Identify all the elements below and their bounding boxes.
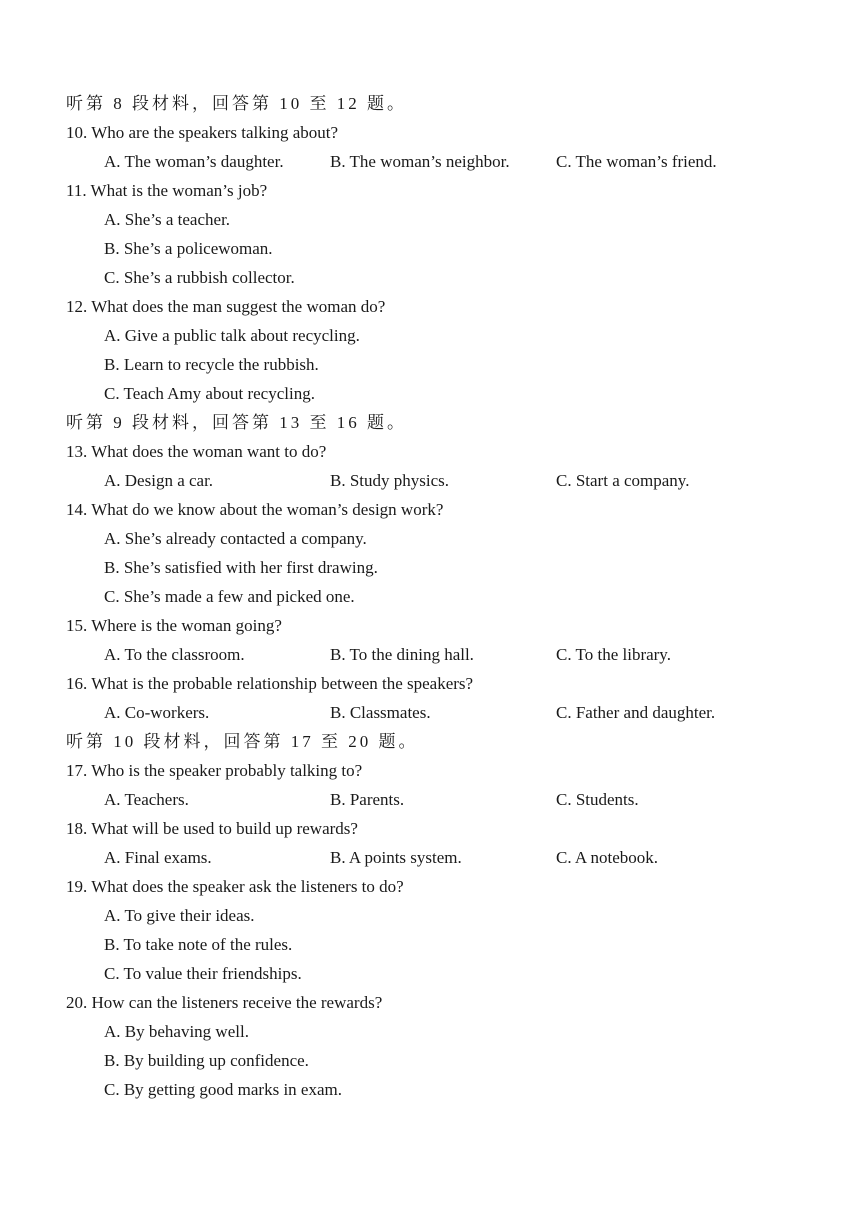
answer-option: A. Final exams. (104, 848, 212, 867)
option-row (66, 785, 826, 814)
answer-option: C. A notebook. (556, 848, 659, 867)
answer-option: A. Co-workers. (104, 703, 210, 722)
answer-option: B. She’s a policewoman. (104, 239, 273, 258)
answer-option: C. Father and daughter. (556, 703, 716, 722)
option-row (66, 843, 826, 872)
section-heading: 听第 10 段材料，回答第 17 至 20 题。 (66, 732, 419, 751)
answer-option: B. The woman’s neighbor. (330, 152, 510, 171)
answer-option: C. To value their friendships. (104, 964, 302, 983)
answer-option: B. Study physics. (330, 471, 450, 490)
answer-option: A. To the classroom. (104, 645, 245, 664)
answer-option: C. By getting good marks in exam. (104, 1080, 342, 1099)
question-text: 13. What does the woman want to do? (66, 442, 327, 461)
question-text: 18. What will be used to build up rewards? (66, 819, 358, 838)
listening-questions (66, 89, 826, 1104)
answer-option: B. To the dining hall. (330, 645, 474, 664)
answer-option: A. Design a car. (104, 471, 214, 490)
answer-option: C. She’s a rubbish collector. (104, 268, 295, 287)
option-row (66, 640, 826, 669)
question-text: 14. What do we know about the woman’s design work? (66, 500, 444, 519)
answer-option: A. She’s already contacted a company. (104, 529, 367, 548)
answer-option: C. The woman’s friend. (556, 152, 717, 171)
question-text: 10. Who are the speakers talking about? (66, 123, 339, 142)
option-row (66, 698, 826, 727)
section-heading: 听第 9 段材料，回答第 13 至 16 题。 (66, 413, 407, 432)
answer-option: A. The woman’s daughter. (104, 152, 284, 171)
section-heading: 听第 8 段材料，回答第 10 至 12 题。 (66, 94, 407, 113)
option-row (66, 466, 826, 495)
answer-option: A. To give their ideas. (104, 906, 255, 925)
answer-option: B. By building up confidence. (104, 1051, 309, 1070)
option-row (66, 147, 826, 176)
answer-option: B. Learn to recycle the rubbish. (104, 355, 319, 374)
answer-option: B. A points system. (330, 848, 462, 867)
question-text: 11. What is the woman’s job? (66, 181, 268, 200)
answer-option: C. Start a company. (556, 471, 690, 490)
answer-option: B. Parents. (330, 790, 405, 809)
answer-option: C. She’s made a few and picked one. (104, 587, 355, 606)
answer-option: A. She’s a teacher. (104, 210, 231, 229)
question-text: 16. What is the probable relationship between the speakers? (66, 674, 474, 693)
question-text: 17. Who is the speaker probably talking to? (66, 761, 363, 780)
answer-option: A. Give a public talk about recycling. (104, 326, 360, 345)
answer-option: C. Students. (556, 790, 639, 809)
question-text: 19. What does the speaker ask the listeners to do? (66, 877, 404, 896)
answer-option: B. She’s satisfied with her first drawing. (104, 558, 378, 577)
answer-option: A. Teachers. (104, 790, 189, 809)
answer-option: B. Classmates. (330, 703, 431, 722)
question-text: 20. How can the listeners receive the rewards? (66, 993, 383, 1012)
question-text: 12. What does the man suggest the woman do? (66, 297, 386, 316)
answer-option: C. Teach Amy about recycling. (104, 384, 315, 403)
answer-option: C. To the library. (556, 645, 671, 664)
question-text: 15. Where is the woman going? (66, 616, 282, 635)
answer-option: B. To take note of the rules. (104, 935, 293, 954)
answer-option: A. By behaving well. (104, 1022, 249, 1041)
